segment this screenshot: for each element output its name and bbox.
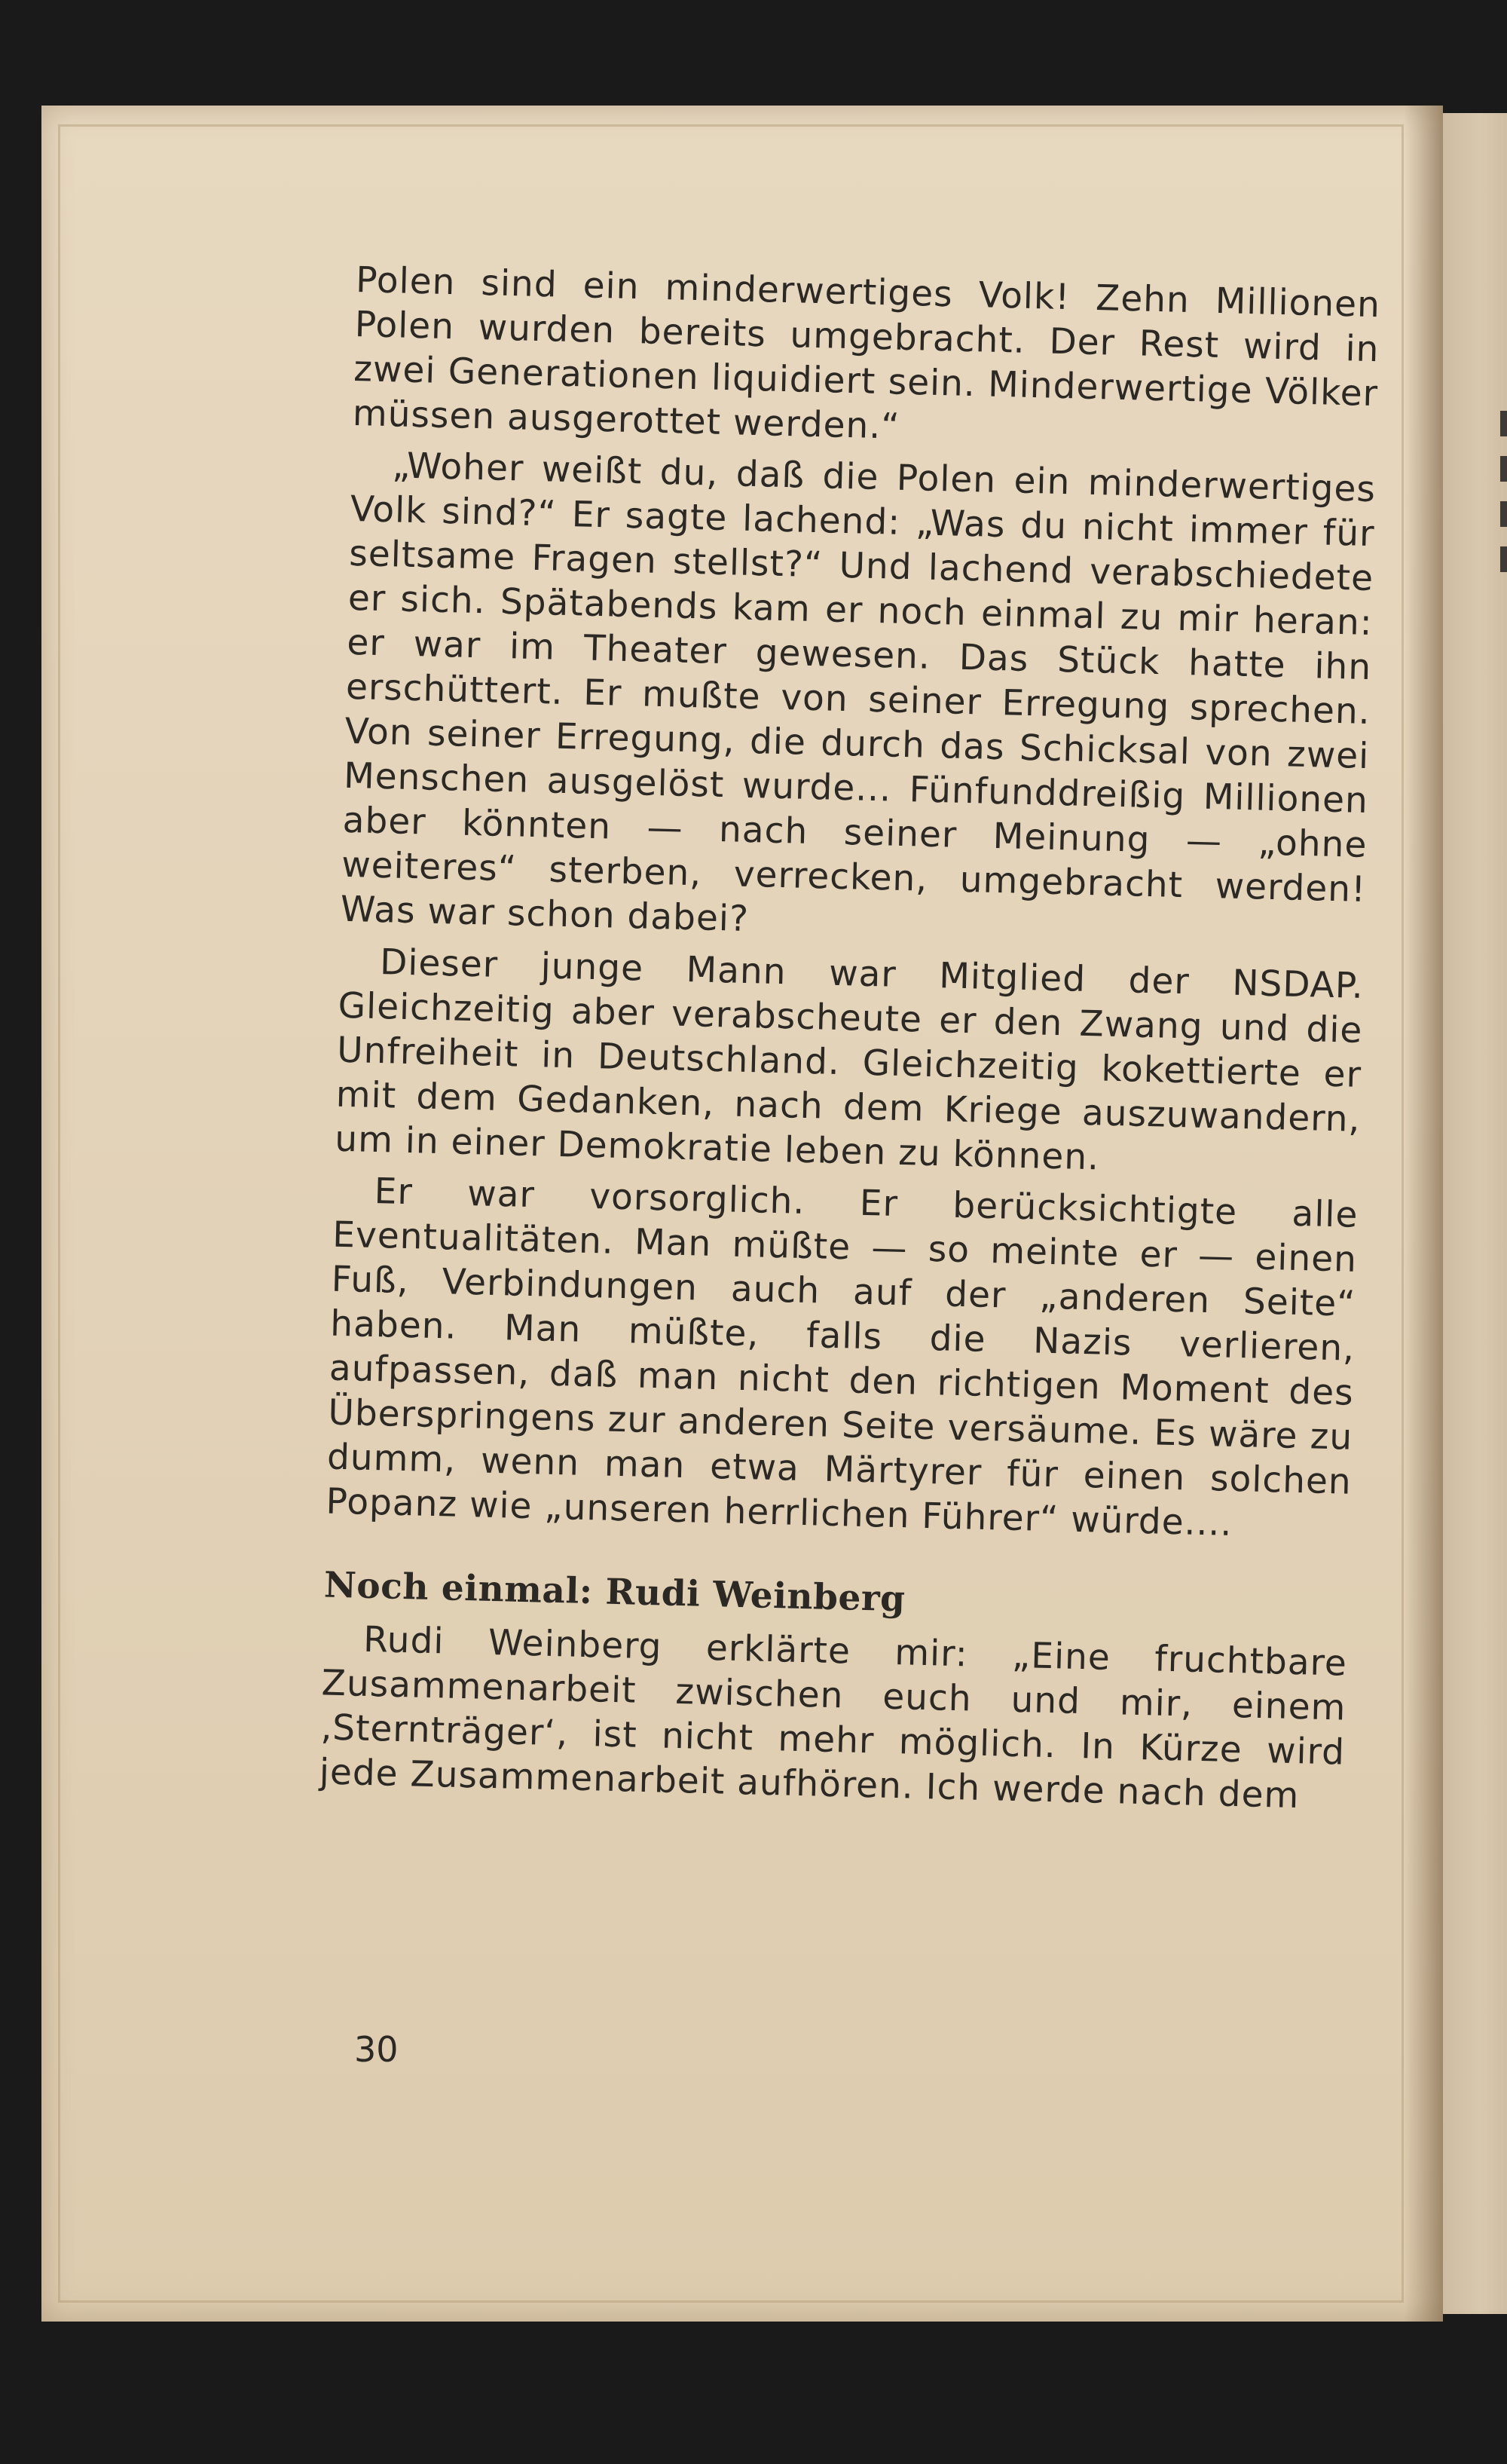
paragraph-1: Polen sind ein minderwertiges Volk! Zehn Millionen Polen wurden bereits umgebracht. Der Rest wird in zwei Generationen liquidiert sein. Minderwertige Völker müssen ausgerottet werden.“ [352,259,1381,448]
paragraph-3: Dieser junge Mann war Mitglied der NSDAP. Gleichzeitig aber verabscheute er den Zwang und die Unfreiheit in Deutschland. Gleichzeitig kokettierte er mit dem Gedanken, nach dem Kriege auszuwandern, um in einer Demokratie leben zu können. [334,941,1365,1179]
book-page [41,106,1443,2322]
paragraph-2: „Woher weißt du, daß die Polen ein minderwertiges Volk sind?“ Er sagte lachend: „Was du nicht immer für seltsame Fragen stellst?“ Und lachend verabschiedete er sich. Spätabends kam er noch einmal zu mir heran: er war im Theater gewesen. Das Stück hatte ihn erschüttert. Er mußte von seiner Erregung sprechen. Von seiner Erregung, die durch das Schicksal von zwei Menschen ausgelöst wurde... Fünfunddreißig Millionen aber könnten — nach seiner Meinung — „ohne weiteres“ sterben, verrecken, umgebracht werden! Was war schon dabei? [340,445,1377,941]
section-paragraph: Rudi Weinberg erklärte mir: „Eine fruchtbare Zusammenarbeit zwischen euch und mir, einem ‚Sternträger‘, ist nicht mehr möglich. In Kürze wird jede Zusammenarbeit aufhören. Ich werde nach dem [319,1618,1348,1817]
adjacent-letter-fragment [1500,456,1507,482]
page-text-block [319,258,1381,1826]
section-heading: Noch einmal: Rudi Weinberg [323,1564,906,1621]
adjacent-page-edge [1435,113,1507,2314]
adjacent-letter-fragment [1500,411,1507,436]
paragraph-4: Er war vorsorglich. Er berücksichtigte alle Eventualitäten. Man müßte — so meinte er — einen Fuß, Verbindungen auch auf der „anderen Seite“ haben. Man müßte, falls die Nazis verlieren, aufpassen, daß man nicht den richtigen Moment des Überspringens zur anderen Seite versäume. Es wäre zu dumm, wenn man etwa Märtyrer für einen solchen Popanz wie „unseren herrlichen Führer“ würde.... [325,1171,1359,1545]
adjacent-letter-fragment [1500,546,1507,572]
adjacent-letter-fragment [1500,501,1507,527]
page-number: 30 [354,2029,399,2070]
